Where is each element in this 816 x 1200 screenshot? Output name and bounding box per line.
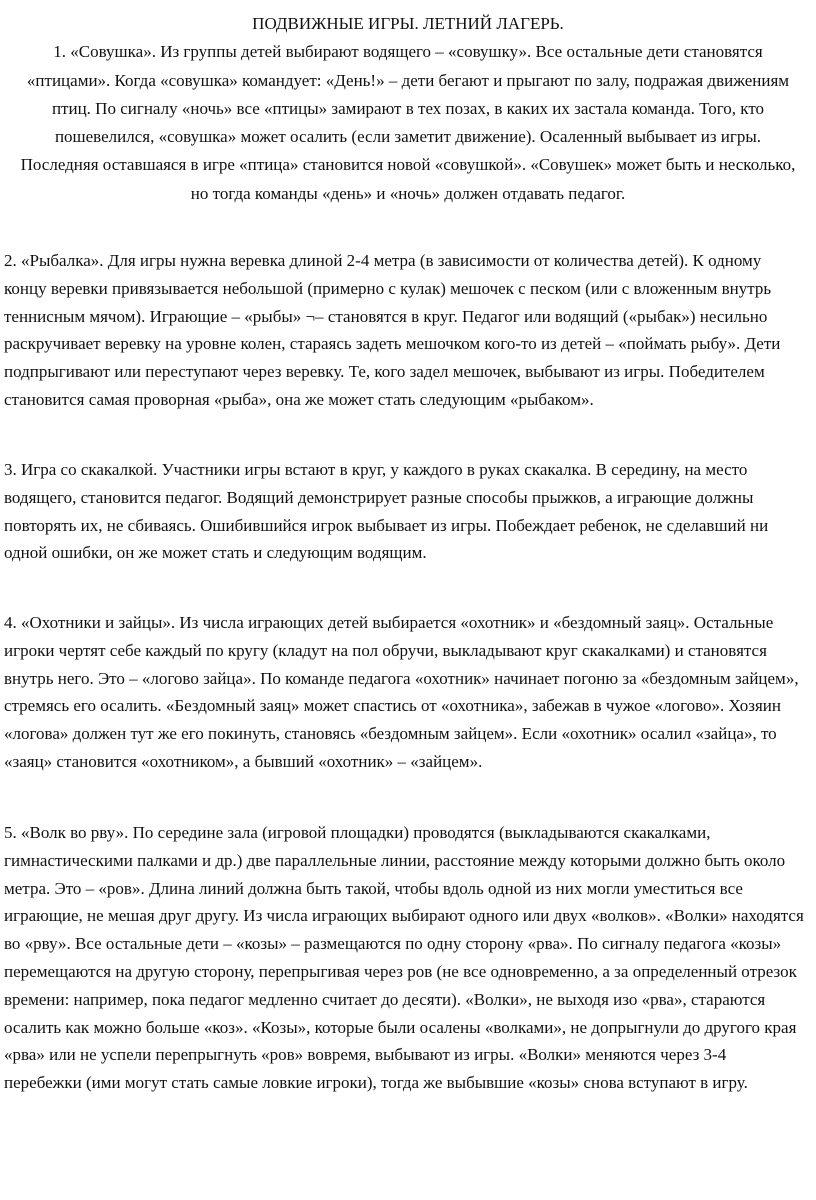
section-paragraph-1: 1. «Совушка». Из группы детей выбирают водящего – «совушку». Все остальные дети становятся «птицами». Когда «совушка» командует: «День!» – дети бегают и прыгают по залу, подражая движениям птиц. По сигналу «ночь» все «птицы» замирают в тех позах, в каких их застала команда. Того, кто пошевелился, «совушка» может осалить (если заметит движение). Осаленный выбывает из игры. Последняя оставшаяся в игре «птица» становится новой «совушкой». «Совушек» может быть и несколько, но тогда команды «день» и «ночь» должен отдавать педагог. [20, 42, 796, 203]
section-paragraph-3: 3. Игра со скакалкой. Участники игры встают в круг, у каждого в руках скакалка. В середину, на место водящего, становится педагог. Водящий демонстрирует разные способы прыжков, а играющие должны повторять их, не сбиваясь. Ошибившийся игрок выбывает из игры. Побеждает ребенок, не сделавший ни одной ошибки, он же может стать и следующим водящим. [4, 460, 769, 563]
section-paragraph-4: 4. «Охотники и зайцы». Из числа играющих детей выбирается «охотник» и «бездомный заяц». Остальные игроки чертят себе каждый по кругу (кладут на пол обручи, выкладывают круг скакалками) и становятся внутрь него. Это – «логово зайца». По команде педагога «охотник» начинает погоню за «бездомным зайцем», стремясь его осалить. «Бездомный заяц» может спастись от «охотника», забежав в чужое «логово». Хозяин «логова» должен тут же его покинуть, становясь «бездомным зайцем». Если «охотник» осалил «зайца», то «заяц» становится «охотником», а бывший «охотник» – «зайцем». [4, 613, 799, 771]
section-2 [4, 247, 808, 414]
document-title: ПОДВИЖНЫЕ ИГРЫ. ЛЕТНИЙ ЛАГЕРЬ. [252, 14, 564, 33]
section-4 [4, 609, 808, 776]
section-paragraph-2: 2. «Рыбалка». Для игры нужна веревка длиной 2-4 метра (в зависимости от количества детей). К одному концу веревки привязывается небольшой (примерно с кулак) мешочек с песком (или с вложенным внутрь теннисным мячом). Играющие – «рыбы» ¬– становятся в круг. Педагог или водящий («рыбак») несильно раскручивает веревку на уровне колен, стараясь задеть мешочком кого-то из детей – «поймать рыбу». Дети подпрыгивают или переступают через веревку. Те, кого задел мешочек, выбывают из игры. Победителем становится самая проворная «рыба», она же может стать следующим «рыбаком». [4, 251, 781, 409]
section-3 [4, 456, 808, 567]
intro-block [14, 10, 802, 208]
section-paragraph-5: 5. «Волк во рву». По середине зала (игровой площадки) проводятся (выкладываются скакалками, гимнастическими палками и др.) две параллельные линии, расстояние между которыми должно быть около метра. Это – «ров». Длина линий должна быть такой, чтобы вдоль одной из них могли уместиться все играющие, не мешая друг другу. Из числа играющих выбирают одного или двух «волков». «Волки» находятся во «рву». Все остальные дети – «козы» – размещаются по одну сторону «рва». По сигналу педагога «козы» перемещаются на другую сторону, перепрыгивая через ров (не все одновременно, а за определенный отрезок времени: например, пока педагог медленно считает до десяти). «Волки», не выходя изо «рва», стараются осалить как можно больше «коз». «Козы», которые были осалены «волками», не допрыгнули до другого края «рва» или не успели перепрыгнуть «ров» вовремя, выбывают из игры. «Волки» меняются через 3-4 перебежки (ими могут стать самые ловкие игроки), тогда же выбывшие «козы» снова вступают в игру. [4, 823, 804, 1093]
section-5 [4, 819, 808, 1097]
